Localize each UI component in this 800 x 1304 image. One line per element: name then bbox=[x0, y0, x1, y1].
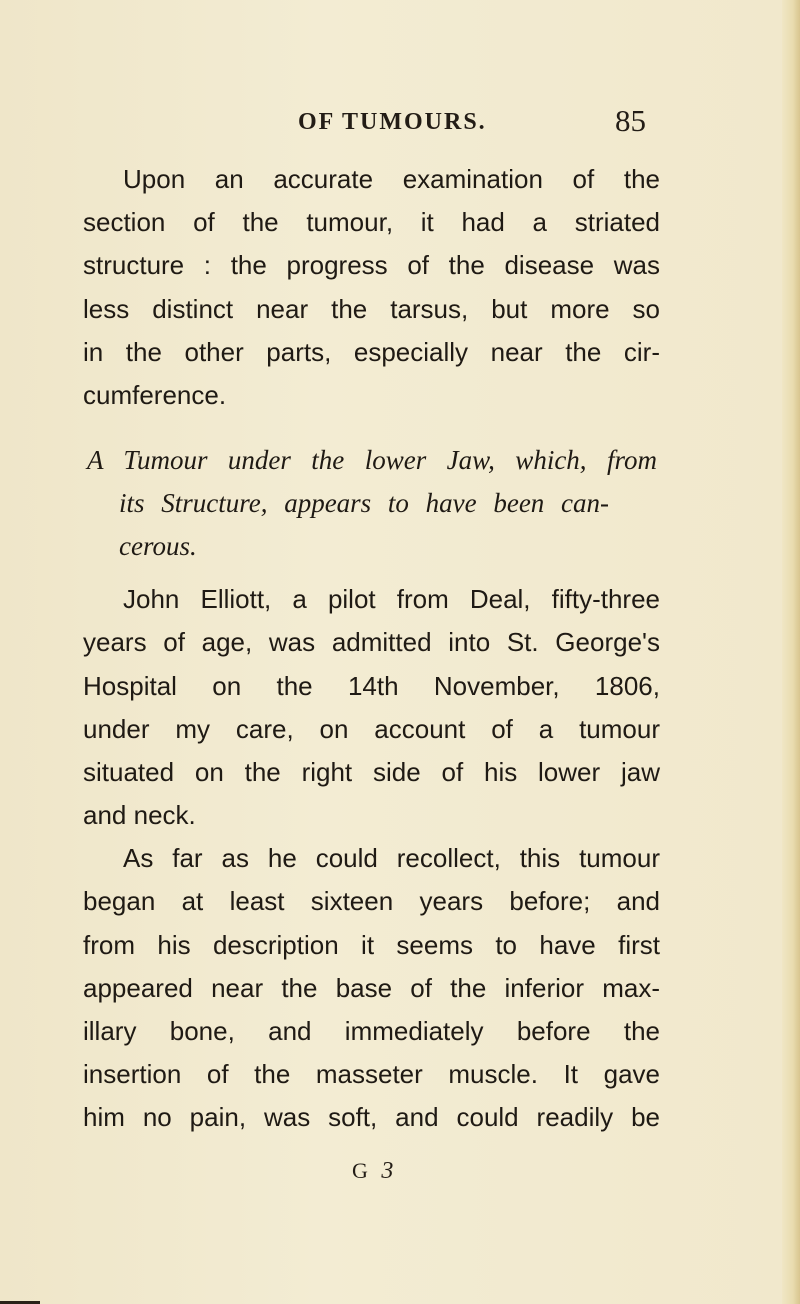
running-head: OF TUMOURS. bbox=[298, 109, 487, 135]
text-line: appeared near the base of the inferior max- bbox=[83, 972, 660, 1003]
text-line: under my care, on account of a tumour bbox=[83, 713, 660, 744]
page-number: 85 bbox=[615, 103, 646, 138]
text-line: Hospital on the 14th November, 1806, bbox=[83, 670, 660, 701]
section-heading bbox=[87, 439, 660, 568]
body-text bbox=[83, 158, 660, 1140]
text-line: As far as he could recollect, this tumour bbox=[123, 843, 660, 874]
text-line: Upon an accurate examination of the bbox=[123, 164, 660, 194]
text-line: insertion of the masseter muscle. It gave bbox=[83, 1059, 660, 1090]
signature-number: 3 bbox=[381, 1158, 394, 1184]
heading-line: A Tumour under the lower Jaw, which, from bbox=[87, 445, 657, 476]
text-line: and neck. bbox=[83, 800, 196, 831]
text-line: years of age, was admitted into St. George's bbox=[83, 627, 660, 658]
page-edge-shadow bbox=[782, 0, 800, 1304]
text-line: section of the tumour, it had a striated bbox=[83, 207, 660, 238]
heading-line: cerous. bbox=[119, 531, 197, 562]
heading-line: its Structure, appears to have been can- bbox=[119, 488, 609, 519]
text-line: less distinct near the tarsus, but more so bbox=[83, 293, 660, 324]
text-line: illary bone, and immediately before the bbox=[83, 1016, 660, 1046]
signature-mark bbox=[352, 1158, 393, 1185]
signature-letter: G bbox=[352, 1158, 372, 1183]
text-line: in the other parts, especially near the cir- bbox=[83, 336, 660, 367]
paragraph-3 bbox=[83, 837, 660, 1139]
text-line: situated on the right side of his lower jaw bbox=[83, 756, 660, 787]
text-line: John Elliott, a pilot from Deal, fifty-three bbox=[123, 584, 660, 615]
text-line: began at least sixteen years before; and bbox=[83, 886, 660, 917]
paragraph-1 bbox=[83, 158, 660, 417]
text-line: cumference. bbox=[83, 379, 227, 410]
page-header bbox=[0, 103, 800, 143]
text-line: from his description it seems to have first bbox=[83, 929, 660, 960]
paragraph-2 bbox=[83, 578, 660, 837]
text-line: structure : the progress of the disease was bbox=[83, 250, 660, 281]
text-line: him no pain, was soft, and could readily be bbox=[83, 1102, 660, 1133]
